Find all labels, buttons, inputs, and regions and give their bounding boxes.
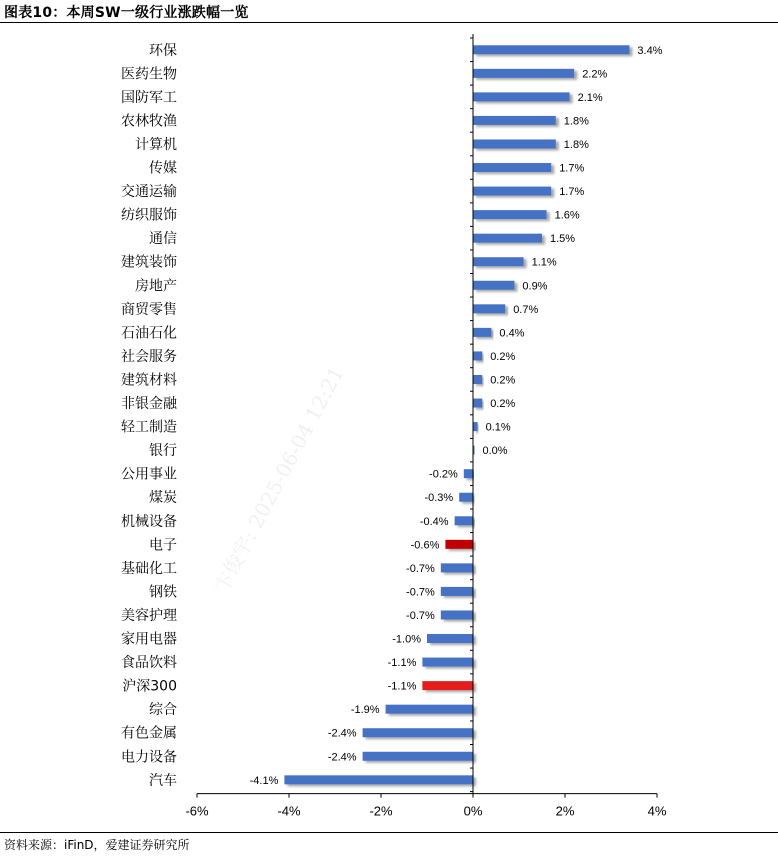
category-label: 汽车 bbox=[149, 772, 177, 789]
category-label: 建筑材料 bbox=[121, 372, 177, 389]
category-label: 钢铁 bbox=[149, 584, 177, 601]
value-label: 0.7% bbox=[513, 303, 539, 316]
source-rule bbox=[0, 832, 778, 833]
bar bbox=[427, 634, 473, 643]
value-label: -2.4% bbox=[327, 751, 357, 764]
bar bbox=[473, 92, 570, 101]
bar bbox=[473, 210, 547, 219]
bar bbox=[441, 587, 473, 596]
industry-change-bar-chart bbox=[0, 23, 778, 831]
value-label: -1.1% bbox=[387, 680, 417, 693]
category-label: 美容护理 bbox=[121, 607, 177, 624]
value-label: 1.5% bbox=[550, 233, 576, 246]
category-label: 机械设备 bbox=[121, 513, 177, 530]
value-label: -0.2% bbox=[429, 468, 458, 481]
bar bbox=[473, 422, 478, 431]
bar bbox=[422, 658, 473, 667]
bar bbox=[441, 610, 473, 619]
bar bbox=[422, 681, 473, 690]
category-label: 非银金融 bbox=[121, 396, 177, 413]
value-label: -0.7% bbox=[406, 562, 435, 575]
value-label: 0.2% bbox=[490, 398, 516, 411]
bar bbox=[473, 187, 551, 196]
bar bbox=[363, 728, 473, 737]
category-label: 计算机 bbox=[135, 136, 177, 153]
value-label: -1.1% bbox=[387, 657, 417, 670]
bar bbox=[455, 516, 473, 525]
bar bbox=[473, 375, 482, 384]
bar bbox=[284, 775, 473, 784]
category-label: 有色金属 bbox=[121, 725, 177, 742]
value-label: 0.2% bbox=[490, 374, 516, 387]
category-label: 综合 bbox=[149, 702, 177, 719]
x-tick-label: -2% bbox=[369, 803, 393, 819]
value-label: 0.1% bbox=[485, 421, 511, 434]
category-label: 房地产 bbox=[135, 278, 177, 295]
category-label: 医药生物 bbox=[121, 66, 177, 83]
category-label: 商贸零售 bbox=[121, 301, 177, 318]
value-label: -1.0% bbox=[392, 633, 421, 646]
value-label: 0.4% bbox=[499, 327, 525, 340]
category-label: 家用电器 bbox=[121, 631, 177, 648]
value-label: 1.7% bbox=[559, 186, 585, 199]
value-label: -0.6% bbox=[410, 539, 440, 552]
bar bbox=[473, 69, 574, 78]
category-label: 沪深300 bbox=[122, 678, 177, 695]
axes-group bbox=[185, 34, 666, 819]
value-label: -0.7% bbox=[406, 586, 435, 599]
category-label: 银行 bbox=[149, 443, 177, 460]
value-label: 2.1% bbox=[577, 91, 603, 104]
value-label: -4.1% bbox=[249, 774, 279, 787]
source-note: 资料来源：iFinD，爱建证券研究所 bbox=[4, 838, 190, 852]
value-label: -0.7% bbox=[406, 609, 435, 622]
bar bbox=[473, 257, 524, 266]
bar bbox=[473, 399, 482, 408]
category-label: 社会服务 bbox=[121, 348, 177, 365]
category-label: 通信 bbox=[149, 231, 177, 248]
bar bbox=[473, 139, 556, 148]
value-label: 0.0% bbox=[482, 445, 508, 458]
value-label: 1.8% bbox=[563, 115, 589, 128]
x-tick-label: -4% bbox=[277, 803, 301, 819]
bar bbox=[473, 163, 551, 172]
category-label: 交通运输 bbox=[121, 184, 177, 201]
bar bbox=[473, 234, 542, 243]
value-label: 1.7% bbox=[559, 162, 585, 175]
bar bbox=[473, 116, 556, 125]
value-label: 3.4% bbox=[637, 44, 663, 57]
bar bbox=[473, 304, 505, 313]
value-label: 2.2% bbox=[582, 68, 608, 81]
bar bbox=[473, 351, 482, 360]
x-tick-label: 4% bbox=[647, 803, 667, 819]
category-label: 建筑装饰 bbox=[121, 254, 177, 271]
x-tick-label: 0% bbox=[463, 803, 483, 819]
value-label: 1.6% bbox=[554, 209, 580, 222]
bar bbox=[459, 493, 473, 502]
bar bbox=[386, 705, 473, 714]
category-label: 食品饮料 bbox=[121, 655, 177, 672]
bar bbox=[473, 45, 629, 54]
category-label: 环保 bbox=[149, 42, 177, 59]
category-label: 电子 bbox=[149, 537, 177, 554]
value-label: 0.2% bbox=[490, 350, 516, 363]
category-label: 基础化工 bbox=[121, 560, 177, 577]
category-label: 公用事业 bbox=[121, 466, 177, 483]
bar bbox=[473, 328, 491, 337]
value-label: -0.4% bbox=[419, 515, 449, 528]
bar bbox=[473, 281, 514, 290]
category-label: 农林牧渔 bbox=[121, 113, 177, 130]
x-tick-label: 2% bbox=[555, 803, 575, 819]
x-tick-label: -6% bbox=[185, 803, 209, 819]
figure-title: 图表10：本周SW一级行业涨跌幅一览 bbox=[4, 5, 249, 21]
category-label: 石油石化 bbox=[121, 325, 177, 342]
value-label: 0.9% bbox=[522, 280, 548, 293]
bars-group bbox=[284, 45, 629, 784]
value-label: -0.3% bbox=[424, 492, 454, 505]
category-label: 轻工制造 bbox=[121, 419, 177, 436]
value-label: 1.8% bbox=[563, 138, 589, 151]
category-label: 国防军工 bbox=[121, 89, 177, 106]
value-label: -1.9% bbox=[350, 704, 380, 717]
bar bbox=[464, 469, 473, 478]
category-label: 纺织服饰 bbox=[121, 207, 177, 224]
bar bbox=[441, 563, 473, 572]
category-label: 煤炭 bbox=[149, 490, 177, 507]
category-label: 传媒 bbox=[149, 160, 177, 177]
bar bbox=[445, 540, 473, 549]
bar bbox=[363, 752, 473, 761]
value-label: -2.4% bbox=[327, 727, 357, 740]
category-label: 电力设备 bbox=[121, 749, 177, 766]
category-labels-group bbox=[121, 43, 178, 789]
watermark: 卞俊宇: 2025-06-04 12:21 bbox=[208, 362, 349, 597]
value-label: 1.1% bbox=[531, 256, 557, 269]
